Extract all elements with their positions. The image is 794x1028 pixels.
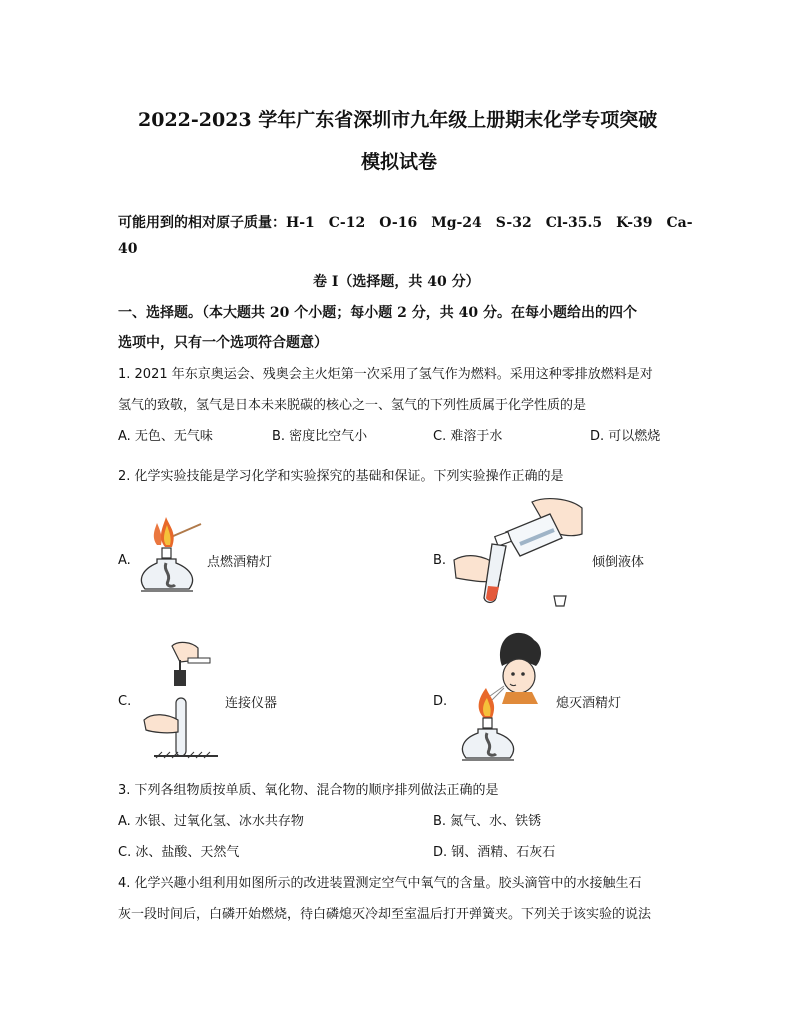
atomic-mass-line: 可能用到的相对原子质量：H-1 C-12 O-16 Mg-24 S-32 Cl-35.5 K-39 Ca-: [118, 215, 693, 231]
q1-option-c: C. 难溶于水: [433, 429, 503, 444]
pouring-liquid-illustration: [450, 494, 585, 612]
section-heading: 一、选择题。（本大题共 20 个小题；每小题 2 分，共 40 分。在每小题给出的四个: [118, 305, 637, 321]
q1-stem: 1. 2021 年东京奥运会、残奥会主火炬第一次采用了氢气作为燃料。采用这种零排放燃料是对: [118, 367, 653, 382]
q2-option-a-letter: A.: [118, 553, 131, 568]
volume-heading: 卷 I（选择题，共 40 分）: [313, 274, 480, 290]
extinguishing-lamp-illustration: [462, 630, 552, 765]
q3-stem: 3. 下列各组物质按单质、氧化物、混合物的顺序排列做法正确的是: [118, 783, 499, 798]
q4-stem: 4. 化学兴趣小组利用如图所示的改进装置测定空气中氧气的含量。胶头滴管中的水接触生石: [118, 876, 642, 891]
q1-option-a: A. 无色、无气味: [118, 429, 213, 444]
q1-option-d: D. 可以燃烧: [590, 429, 661, 444]
q3-option-a: A. 水银、过氧化氢、冰水共存物: [118, 814, 304, 829]
lighting-lamp-illustration: [135, 515, 205, 600]
q4-stem-cont: 灰一段时间后，白磷开始燃烧，待白磷熄灭冷却至室温后打开弹簧夹。下列关于该实验的说法: [118, 907, 652, 922]
connecting-apparatus-illustration: [140, 640, 220, 760]
q2-option-d-label: 熄灭酒精灯: [556, 696, 622, 711]
q2-option-b-label: 倾倒液体: [592, 555, 645, 570]
atomic-mass-line-cont: 40: [118, 241, 138, 257]
q2-option-a-label: 点燃酒精灯: [207, 555, 273, 570]
q1-option-b: B. 密度比空气小: [272, 429, 368, 444]
page-subtitle: 模拟试卷: [361, 151, 438, 173]
q3-option-b: B. 氮气、水、铁锈: [433, 814, 542, 829]
section-heading-cont: 选项中，只有一个选项符合题意）: [118, 335, 328, 351]
q1-stem-cont: 氢气的致敬，氢气是日本未来脱碳的核心之一、氢气的下列性质属于化学性质的是: [118, 398, 587, 413]
q3-option-c: C. 冰、盐酸、天然气: [118, 845, 240, 860]
q2-option-b-letter: B.: [433, 553, 447, 568]
q2-option-c-letter: C.: [118, 694, 132, 709]
q2-option-d-letter: D.: [433, 694, 448, 709]
page-title: 2022-2023 学年广东省深圳市九年级上册期末化学专项突破: [138, 109, 658, 131]
q2-stem: 2. 化学实验技能是学习化学和实验探究的基础和保证。下列实验操作正确的是: [118, 469, 564, 484]
q2-option-c-label: 连接仪器: [225, 696, 278, 711]
q3-option-d: D. 钢、酒精、石灰石: [433, 845, 556, 860]
